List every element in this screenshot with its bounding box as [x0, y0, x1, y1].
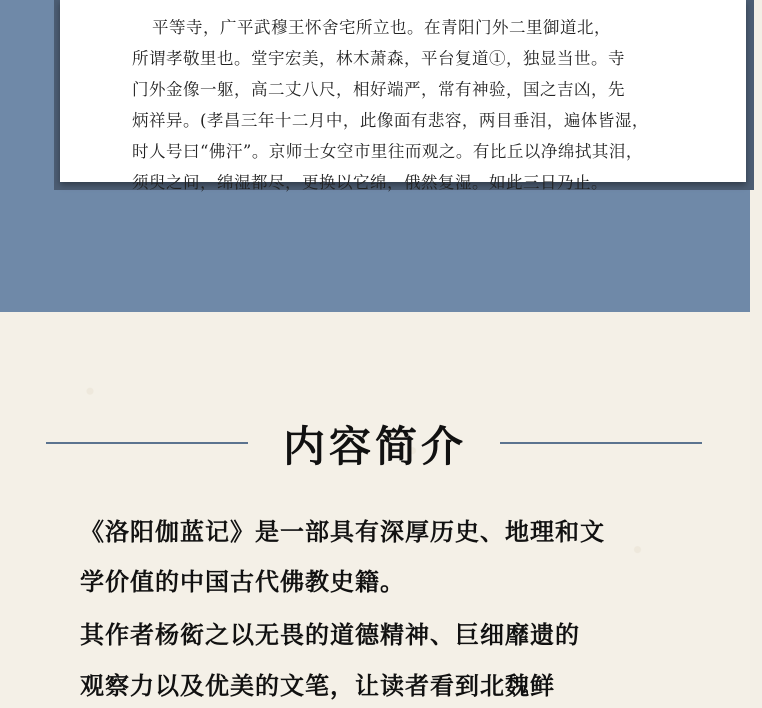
intro-line: 观察力以及优美的文笔，让读者看到北魏鲜 — [80, 671, 555, 700]
excerpt-line: 所谓孝敬里也。堂宇宏美，林木萧森，平台复道①，独显当世。寺 — [132, 49, 625, 68]
intro-line: 学价值的中国古代佛教史籍。 — [80, 567, 405, 596]
book-page-excerpt — [60, 0, 746, 192]
intro-line: 《洛阳伽蓝记》是一部具有深厚历史、地理和文 — [80, 517, 605, 546]
excerpt-line: 门外金像一躯，高二丈八尺，相好端严，常有神验，国之吉凶，先 — [132, 80, 625, 99]
intro-line: 其作者杨衒之以无畏的道德精神、巨细靡遗的 — [80, 620, 580, 649]
excerpt-line: 炳祥异。(孝昌三年十二月中，此像面有悲容，两目垂泪，遍体皆湿， — [132, 111, 649, 130]
excerpt-line: 时人号曰“佛汗”。京师士女空市里往而观之。有比丘以净绵拭其泪， — [132, 142, 643, 161]
excerpt-line: 平等寺，广平武穆王怀舍宅所立也。在青阳门外二里御道北， — [152, 18, 611, 37]
excerpt-line: 须臾之间，绵湿都尽，更换以它绵，俄然复湿。如此三日乃止。 — [132, 173, 608, 192]
section-heading — [0, 412, 750, 472]
section-title: 内容简介 — [282, 422, 467, 471]
